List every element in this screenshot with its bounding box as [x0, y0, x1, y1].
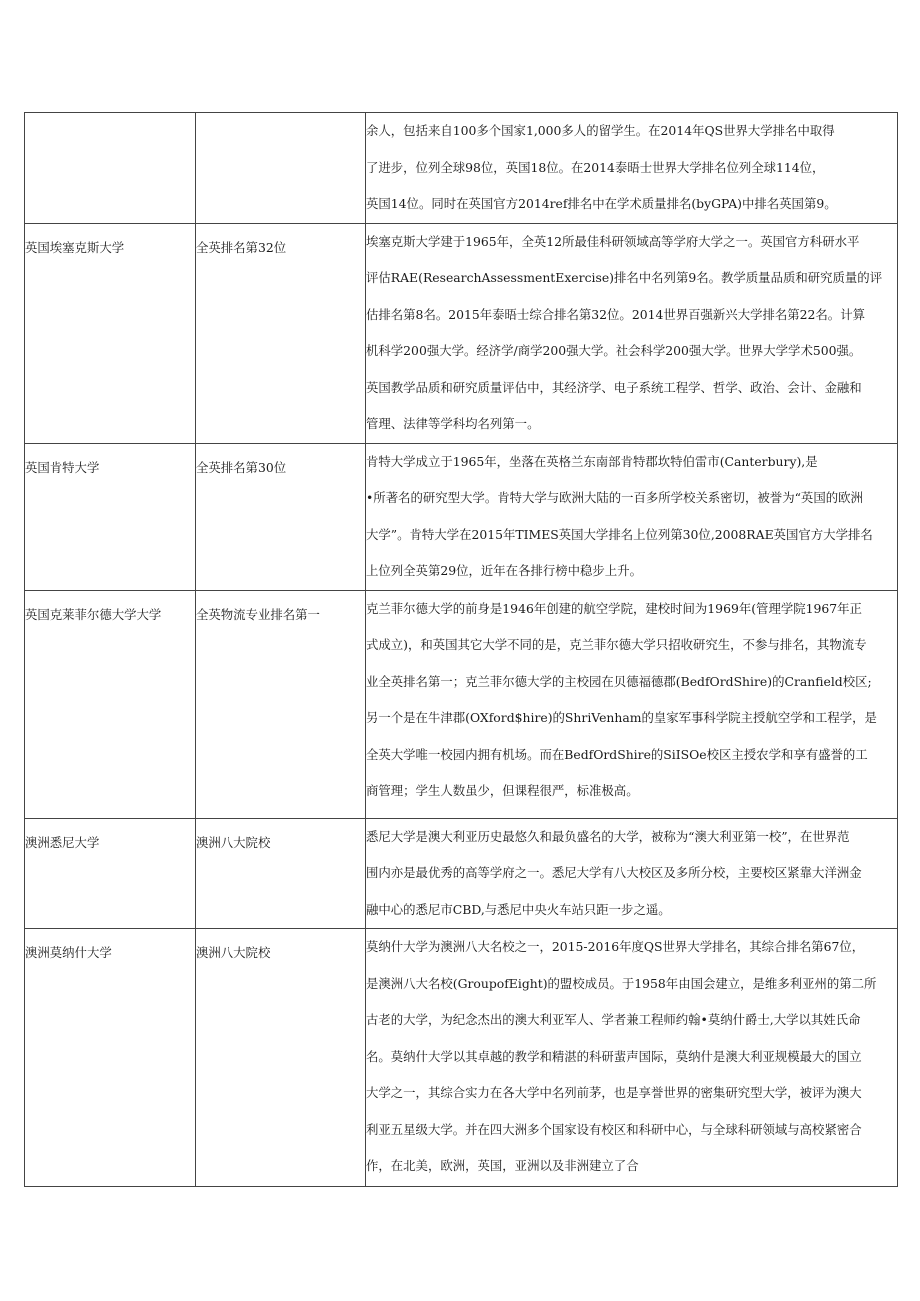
description-line: 克兰菲尔德大学的前身是1946年创建的航空学院，建校时间为1969年(管理学院1967年正 [366, 600, 862, 616]
description-line: 另一个是在牛津郡(OXford$hire)的ShriVenham的皇家军事科学院主授航空学和工程学，是 [366, 710, 877, 725]
description-line: 古老的大学，为纪念杰出的澳大利亚军人、学者兼工程师约翰•莫纳什爵士,大学以其姓氏命 [366, 1012, 861, 1027]
university-name-cell [25, 113, 196, 224]
description-line: 名。莫纳什大学以其卓越的教学和精湛的科研蜚声国际，莫纳什是澳大利亚规模最大的国立 [366, 1048, 862, 1064]
description-cell [366, 223, 898, 443]
description-line: 是澳洲八大名校(GroupofEight)的盟校成员。于1958年由国会建立，是维多利亚州的第二所 [366, 975, 877, 991]
description-line: 融中心的悉尼市CBD,与悉尼中央火车站只距一步之遥。 [366, 901, 671, 917]
description-line: 埃塞克斯大学建于1965年，全英12所最佳科研领域高等学府大学之一。英国官方科研水平 [366, 233, 860, 249]
description-line: 上位列全英第29位，近年在各排行榜中稳步上升。 [366, 563, 642, 578]
university-name: 英国克莱菲尔德大学大学 [25, 606, 162, 622]
table-row [25, 929, 898, 1187]
description-line: 大学”。肯特大学在2015年TIMES英国大学排名上位列第30位,2008RAE英国官方大学排名 [366, 526, 873, 542]
university-name [25, 113, 195, 127]
ranking-text: 澳洲八大院校 [196, 834, 271, 850]
university-name-cell [25, 590, 196, 818]
ranking-text: 全英排名第32位 [196, 239, 287, 255]
description-cell [366, 818, 898, 929]
description-line: 英国14位。同时在英国官方2014ref排名中在学术质量排名(byGPA)中排名英国第9。 [366, 196, 837, 211]
description-line: 商管理；学生人数虽少，但课程很严，标准极高。 [366, 783, 639, 798]
description-line: 大学之一，其综合实力在各大学中名列前茅，也是享誉世界的密集研究型大学，被评为澳大 [366, 1085, 862, 1100]
university-name-cell [25, 443, 196, 590]
table-row [25, 590, 898, 818]
ranking-cell [196, 113, 366, 224]
description-line: 了进步，位列全球98位，英国18位。在2014泰晤士世界大学排名位列全球114位， [366, 159, 825, 175]
description-line: •所著名的研究型大学。肯特大学与欧洲大陆的一百多所学校关系密切，被誉为“英国的欧洲 [366, 490, 863, 505]
description-line: 英国教学品质和研究质量评估中，其经济学、电子系统工程学、哲学、政治、会计、金融和 [366, 379, 862, 395]
table-row [25, 113, 898, 224]
table-row [25, 223, 898, 443]
ranking-cell [196, 929, 366, 1187]
description-line: 肯特大学成立于1965年，坐落在英格兰东南部肯特郡坎特伯雷市(Canterbury),是 [366, 453, 818, 469]
ranking-cell [196, 590, 366, 818]
description-cell [366, 929, 898, 1187]
description-line: 业全英排名第一；克兰菲尔德大学的主校园在贝德福德郡(BedfOrdShire)的Cranfield校区; [366, 673, 872, 689]
description-line: 评估RAE(ResearchAssessmentExercise)排名中名列第9名。教学质量品质和研究质量的评 [366, 270, 883, 285]
description-line: 余人，包括来自100多个国家1,000多人的留学生。在2014年QS世界大学排名中取得 [366, 123, 835, 138]
description-line: 利亚五星级大学。并在四大洲多个国家设有校区和科研中心，与全球科研领域与高校紧密合 [366, 1121, 862, 1137]
ranking-cell [196, 443, 366, 590]
description-line: 式成立)，和英国其它大学不同的是，克兰菲尔德大学只招收研究生，不参与排名，其物流专 [366, 637, 867, 652]
table-body [25, 113, 898, 1187]
ranking-text: 全英物流专业排名第一 [196, 606, 320, 622]
university-name: 英国埃塞克斯大学 [25, 239, 125, 255]
university-name-cell [25, 223, 196, 443]
ranking-cell [196, 818, 366, 929]
university-name: 英国肯特大学 [25, 459, 100, 475]
description-line: 莫纳什大学为澳洲八大名校之一，2015-2016年度QS世界大学排名，其综合排名第67位， [366, 939, 865, 954]
description-cell [366, 443, 898, 590]
university-name-cell [25, 929, 196, 1187]
ranking-text [196, 113, 365, 127]
university-name: 澳洲莫纳什大学 [25, 945, 112, 960]
table-row [25, 818, 898, 929]
ranking-text: 澳洲八大院校 [196, 945, 271, 960]
description-line: 机科学200强大学。经济学/商学200强大学。社会科学200强大学。世界大学学术500强。 [366, 343, 862, 358]
university-name: 澳洲悉尼大学 [25, 834, 100, 850]
description-line: 管理、法律等学科均名列第一。 [366, 416, 540, 431]
description-line: 悉尼大学是澳大利亚历史最悠久和最负盛名的大学，被称为“澳大利亚第一校”，在世界范 [366, 828, 850, 844]
university-table [24, 112, 898, 1187]
table-row [25, 443, 898, 590]
description-line: 估排名第8名。2015年泰晤士综合排名第32位。2014世界百强新兴大学排名第22名。计算 [366, 306, 865, 322]
university-name-cell [25, 818, 196, 929]
description-cell [366, 113, 898, 224]
ranking-cell [196, 223, 366, 443]
ranking-text: 全英排名第30位 [196, 459, 287, 475]
description-line: 作，在北美，欧洲，英国，亚洲以及非洲建立了合 [366, 1158, 639, 1173]
description-line: 全英大学唯一校园内拥有机场。而在BedfOrdShire的SiISOe校区主授农学和享有盛誉的工 [366, 746, 868, 762]
description-cell [366, 590, 898, 818]
description-line: 围内亦是最优秀的高等学府之一。悉尼大学有八大校区及多所分校，主要校区紧靠大洋洲金 [366, 865, 862, 880]
